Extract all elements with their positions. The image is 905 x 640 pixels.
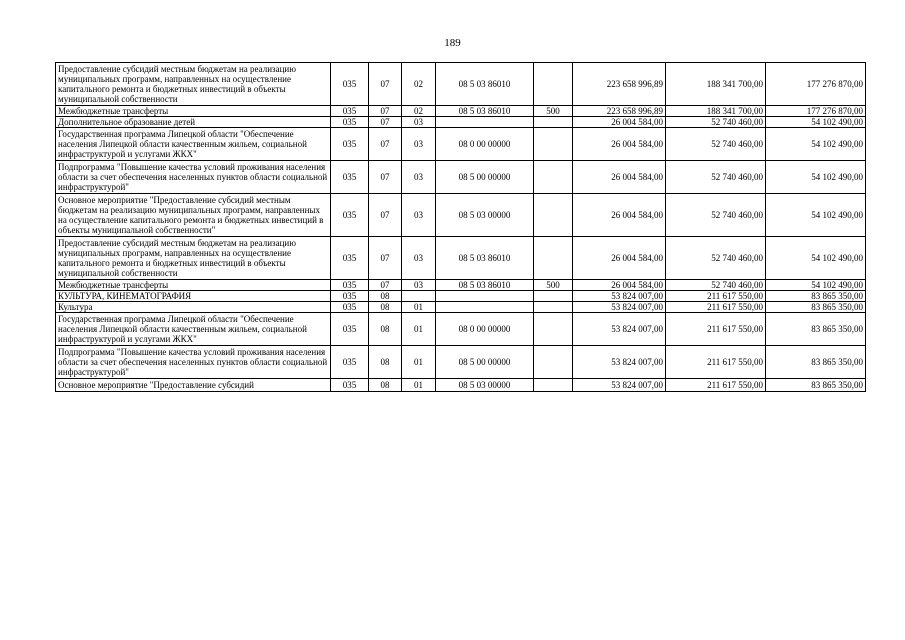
cell-name: Межбюджетные трансферты: [56, 280, 331, 291]
cell-subsection-code: 03: [402, 237, 436, 280]
table-row: [56, 291, 866, 302]
table-row: [56, 313, 866, 346]
cell-subsection-code: 03: [402, 194, 436, 237]
cell-section-code: 07: [369, 280, 402, 291]
cell-expense-kind: [534, 346, 573, 379]
cell-ministry-code: 035: [331, 194, 369, 237]
cell-section-code: 08: [369, 302, 402, 313]
cell-expense-kind: [534, 313, 573, 346]
cell-expense-kind: [534, 302, 573, 313]
cell-target-article: 08 5 03 86010: [436, 280, 534, 291]
table-row: [56, 63, 866, 106]
cell-amount-3: 54 102 490,00: [766, 280, 866, 291]
cell-ministry-code: 035: [331, 117, 369, 128]
table-row: [56, 194, 866, 237]
cell-subsection-code: 03: [402, 161, 436, 194]
cell-amount-1: 53 824 007,00: [573, 313, 666, 346]
cell-expense-kind: 500: [534, 280, 573, 291]
cell-amount-2: 211 617 550,00: [666, 346, 766, 379]
cell-amount-1: 26 004 584,00: [573, 237, 666, 280]
table-row: [56, 379, 866, 392]
cell-amount-3: 54 102 490,00: [766, 161, 866, 194]
cell-name: Дополнительное образование детей: [56, 117, 331, 128]
cell-amount-2: 52 740 460,00: [666, 117, 766, 128]
cell-amount-1: 26 004 584,00: [573, 194, 666, 237]
cell-section-code: 07: [369, 117, 402, 128]
cell-subsection-code: 02: [402, 63, 436, 106]
cell-amount-2: 52 740 460,00: [666, 194, 766, 237]
cell-amount-2: 188 341 700,00: [666, 106, 766, 117]
cell-expense-kind: [534, 117, 573, 128]
cell-target-article: 08 5 03 00000: [436, 194, 534, 237]
cell-amount-2: 52 740 460,00: [666, 280, 766, 291]
cell-ministry-code: 035: [331, 302, 369, 313]
cell-expense-kind: [534, 128, 573, 161]
cell-section-code: 07: [369, 237, 402, 280]
cell-amount-2: 211 617 550,00: [666, 302, 766, 313]
cell-ministry-code: 035: [331, 128, 369, 161]
cell-amount-2: 211 617 550,00: [666, 379, 766, 392]
cell-ministry-code: 035: [331, 379, 369, 392]
cell-amount-2: 52 740 460,00: [666, 161, 766, 194]
cell-name: Подпрограмма "Повышение качества условий проживания населения области за счет обеспечения населенных пунктов области социальной инфраструктурой": [56, 161, 331, 194]
cell-amount-3: 83 865 350,00: [766, 313, 866, 346]
cell-amount-2: 52 740 460,00: [666, 128, 766, 161]
cell-target-article: 08 5 03 00000: [436, 379, 534, 392]
cell-expense-kind: 500: [534, 106, 573, 117]
cell-target-article: 08 5 00 00000: [436, 346, 534, 379]
table-row: [56, 106, 866, 117]
cell-section-code: 08: [369, 291, 402, 302]
cell-amount-1: 53 824 007,00: [573, 379, 666, 392]
cell-name: Государственная программа Липецкой области "Обеспечение населения Липецкой области качественным жильем, социальной инфраструктурой и услугами ЖКХ": [56, 313, 331, 346]
cell-expense-kind: [534, 379, 573, 392]
cell-amount-2: 188 341 700,00: [666, 63, 766, 106]
cell-amount-2: 211 617 550,00: [666, 291, 766, 302]
cell-name: Культура: [56, 302, 331, 313]
cell-section-code: 08: [369, 346, 402, 379]
cell-target-article: 08 0 00 00000: [436, 313, 534, 346]
cell-name: Предоставление субсидий местным бюджетам на реализацию муниципальных программ, направленных на осуществление капитального ремонта и бюджетных инвестиций в объекты муниципальной собственности: [56, 63, 331, 106]
page-number: 189: [444, 37, 461, 49]
cell-subsection-code: 03: [402, 117, 436, 128]
cell-amount-1: 223 658 996,89: [573, 106, 666, 117]
cell-section-code: 08: [369, 313, 402, 346]
cell-ministry-code: 035: [331, 291, 369, 302]
cell-amount-1: 53 824 007,00: [573, 302, 666, 313]
cell-target-article: [436, 291, 534, 302]
cell-section-code: 07: [369, 128, 402, 161]
cell-ministry-code: 035: [331, 161, 369, 194]
cell-name: Подпрограмма "Повышение качества условий проживания населения области за счет обеспечения населенных пунктов области социальной инфраструктурой": [56, 346, 331, 379]
cell-target-article: 08 5 03 86010: [436, 63, 534, 106]
budget-table-body: [56, 63, 866, 392]
table-row: [56, 161, 866, 194]
cell-expense-kind: [534, 291, 573, 302]
cell-name: Межбюджетные трансферты: [56, 106, 331, 117]
cell-target-article: 08 5 03 86010: [436, 237, 534, 280]
budget-table: [55, 62, 866, 392]
cell-subsection-code: 03: [402, 280, 436, 291]
cell-ministry-code: 035: [331, 63, 369, 106]
cell-target-article: 08 5 00 00000: [436, 161, 534, 194]
table-row: [56, 280, 866, 291]
cell-section-code: 07: [369, 161, 402, 194]
cell-amount-2: 211 617 550,00: [666, 313, 766, 346]
cell-target-article: [436, 302, 534, 313]
cell-target-article: [436, 117, 534, 128]
cell-name: Основное мероприятие "Предоставление субсидий местным бюджетам на реализацию муниципальных программ, направленных на осуществление капитального ремонта и бюджетных инвестиций в объекты муниципальной собственности": [56, 194, 331, 237]
cell-expense-kind: [534, 63, 573, 106]
cell-subsection-code: [402, 291, 436, 302]
cell-amount-3: 54 102 490,00: [766, 117, 866, 128]
table-row: [56, 237, 866, 280]
cell-name: Государственная программа Липецкой области "Обеспечение населения Липецкой области качественным жильем, социальной инфраструктурой и услугами ЖКХ": [56, 128, 331, 161]
cell-name: Основное мероприятие "Предоставление субсидий: [56, 379, 331, 392]
cell-ministry-code: 035: [331, 237, 369, 280]
cell-section-code: 07: [369, 63, 402, 106]
cell-expense-kind: [534, 194, 573, 237]
cell-name: КУЛЬТУРА, КИНЕМАТОГРАФИЯ: [56, 291, 331, 302]
cell-section-code: 07: [369, 194, 402, 237]
cell-ministry-code: 035: [331, 313, 369, 346]
cell-amount-3: 54 102 490,00: [766, 128, 866, 161]
cell-section-code: 07: [369, 106, 402, 117]
cell-subsection-code: 01: [402, 379, 436, 392]
cell-amount-1: 26 004 584,00: [573, 128, 666, 161]
cell-amount-3: 83 865 350,00: [766, 379, 866, 392]
cell-section-code: 08: [369, 379, 402, 392]
cell-subsection-code: 01: [402, 302, 436, 313]
cell-target-article: 08 5 03 86010: [436, 106, 534, 117]
cell-amount-3: 83 865 350,00: [766, 291, 866, 302]
cell-amount-3: 54 102 490,00: [766, 237, 866, 280]
cell-amount-3: 177 276 870,00: [766, 106, 866, 117]
cell-subsection-code: 01: [402, 313, 436, 346]
cell-amount-1: 26 004 584,00: [573, 280, 666, 291]
cell-subsection-code: 03: [402, 128, 436, 161]
cell-amount-3: 54 102 490,00: [766, 194, 866, 237]
cell-ministry-code: 035: [331, 280, 369, 291]
cell-ministry-code: 035: [331, 106, 369, 117]
table-row: [56, 117, 866, 128]
table-row: [56, 302, 866, 313]
cell-name: Предоставление субсидий местным бюджетам на реализацию муниципальных программ, направленных на осуществление капитального ремонта и бюджетных инвестиций в объекты муниципальной собственности: [56, 237, 331, 280]
cell-amount-3: 177 276 870,00: [766, 63, 866, 106]
cell-expense-kind: [534, 237, 573, 280]
cell-ministry-code: 035: [331, 346, 369, 379]
cell-amount-2: 52 740 460,00: [666, 237, 766, 280]
table-row: [56, 346, 866, 379]
cell-expense-kind: [534, 161, 573, 194]
table-row: [56, 128, 866, 161]
cell-target-article: 08 0 00 00000: [436, 128, 534, 161]
cell-subsection-code: 01: [402, 346, 436, 379]
cell-amount-3: 83 865 350,00: [766, 346, 866, 379]
cell-amount-1: 26 004 584,00: [573, 117, 666, 128]
cell-amount-1: 53 824 007,00: [573, 346, 666, 379]
cell-amount-1: 26 004 584,00: [573, 161, 666, 194]
cell-amount-3: 83 865 350,00: [766, 302, 866, 313]
cell-subsection-code: 02: [402, 106, 436, 117]
cell-amount-1: 223 658 996,89: [573, 63, 666, 106]
cell-amount-1: 53 824 007,00: [573, 291, 666, 302]
